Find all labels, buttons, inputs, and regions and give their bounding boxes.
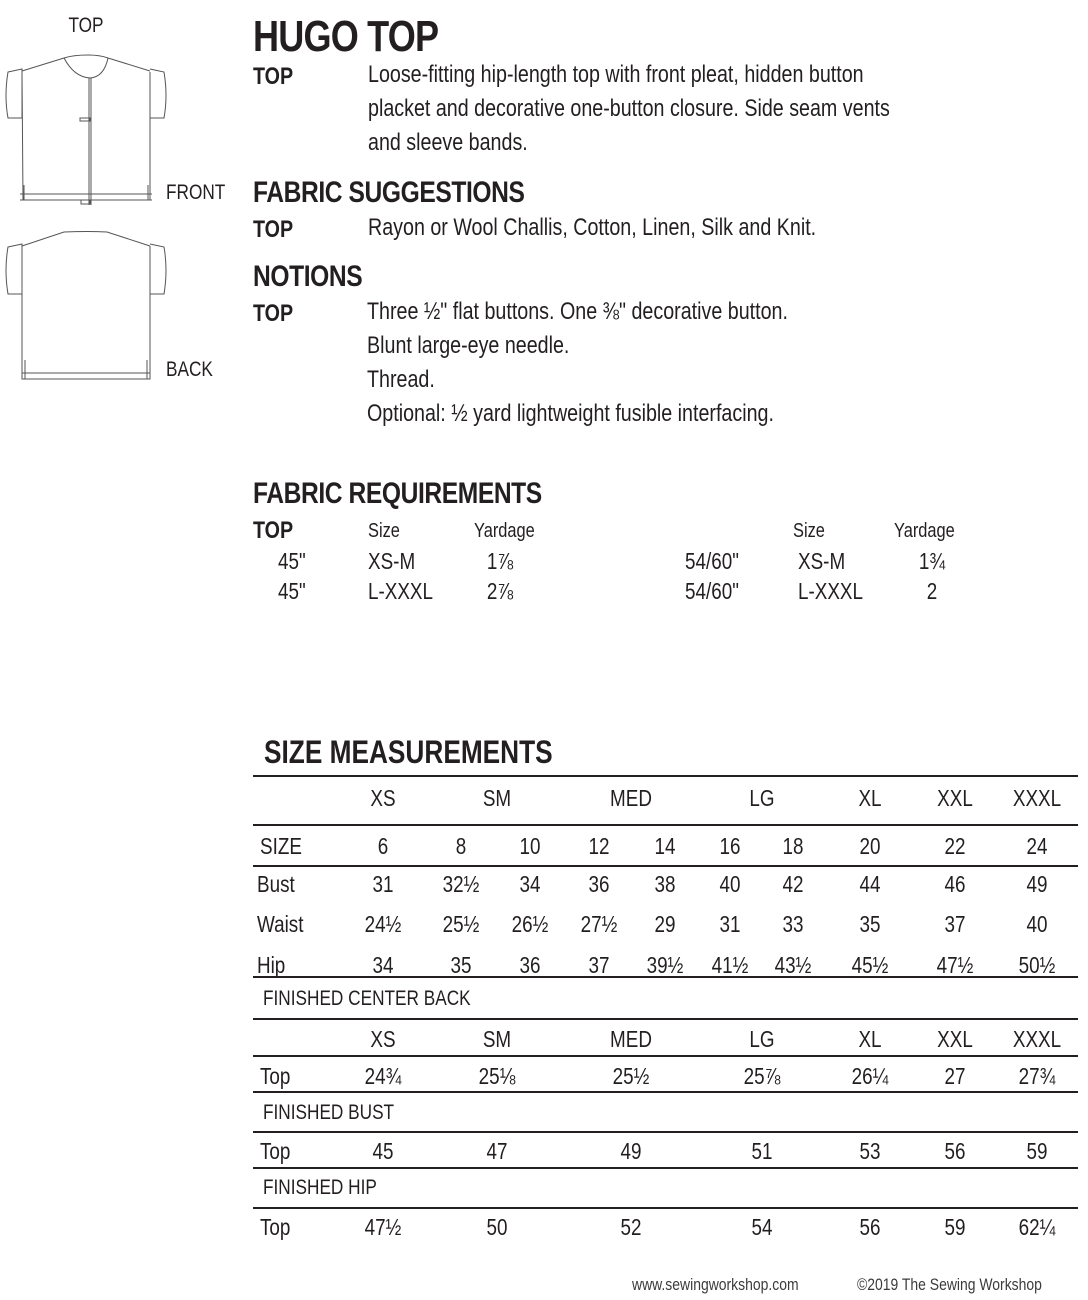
table-divider <box>253 1018 1078 1020</box>
page-title: HUGO TOP <box>253 12 439 61</box>
cell: 37 <box>588 952 610 978</box>
cell: 41½ <box>711 952 749 978</box>
table-divider <box>253 1055 1078 1057</box>
illustration-back-label: BACK <box>166 358 213 381</box>
size-group-header: XL <box>858 1026 882 1052</box>
cell: 33 <box>782 911 804 937</box>
size-measurements-heading: SIZE MEASUREMENTS <box>264 734 553 770</box>
table-divider <box>253 1207 1078 1209</box>
table-divider <box>253 824 1078 826</box>
cell: 24 <box>1026 833 1048 859</box>
cell: 8 <box>455 833 467 859</box>
cell: 12 <box>588 833 610 859</box>
cell: 45 <box>372 1138 394 1164</box>
size-group-header: XXL <box>937 785 973 811</box>
cell: 25⅞ <box>743 1063 781 1089</box>
cell: 16 <box>719 833 741 859</box>
row-label: Top <box>260 1138 291 1164</box>
notion-item: Three ½" flat buttons. One ⅜" decorative button. <box>367 298 788 325</box>
fabric-req-left-size: XS-M <box>368 548 416 574</box>
cell: 56 <box>859 1214 881 1240</box>
cell: 24¾ <box>364 1063 402 1089</box>
footer-website-link[interactable]: www.sewingworkshop.com <box>632 1275 799 1294</box>
cell: 47 <box>486 1138 508 1164</box>
cell: 59 <box>944 1214 966 1240</box>
fabric-req-left-yardage: 1⅞ <box>486 548 514 574</box>
description-line: placket and decorative one-button closure. Side seam vents <box>368 95 890 122</box>
back-garment-illustration <box>0 215 170 390</box>
cell: 49 <box>1026 871 1048 897</box>
table-divider <box>253 1167 1078 1169</box>
fabric-req-right-width: 54/60" <box>685 548 739 574</box>
size-group-header: XXXL <box>1012 1026 1062 1052</box>
cell: 50½ <box>1018 952 1056 978</box>
cell: 45½ <box>851 952 889 978</box>
description-text <box>368 58 890 160</box>
row-label: Top <box>260 1214 291 1240</box>
cell: 39½ <box>646 952 684 978</box>
finished-bust-heading: FINISHED BUST <box>263 1101 395 1124</box>
size-group-header: LG <box>749 785 775 811</box>
fabric-req-left-width: 45" <box>278 578 306 604</box>
cell: 40 <box>719 871 741 897</box>
cell: 24½ <box>364 911 402 937</box>
fabric-req-right-yardage-header: Yardage <box>894 520 955 542</box>
table-divider <box>253 775 1078 777</box>
fabric-req-right-yardage: 1¾ <box>918 548 946 574</box>
cell: 31 <box>372 871 394 897</box>
cell: 36 <box>519 952 541 978</box>
cell: 38 <box>654 871 676 897</box>
notion-item: Thread. <box>367 366 435 393</box>
cell: 59 <box>1026 1138 1048 1164</box>
fabric-requirements-heading: FABRIC REQUIREMENTS <box>253 477 542 510</box>
description-line: Loose-fitting hip-length top with front pleat, hidden button <box>368 61 864 88</box>
cell: 10 <box>519 833 541 859</box>
size-group-header: SM <box>482 1026 512 1052</box>
fabric-req-right-size: XS-M <box>798 548 846 574</box>
fabric-suggestions-text: Rayon or Wool Challis, Cotton, Linen, Silk and Knit. <box>368 214 817 241</box>
fabric-req-left-size: L-XXXL <box>368 578 433 604</box>
fabric-req-left-yardage-header: Yardage <box>474 520 535 542</box>
cell: 35 <box>859 911 881 937</box>
illustration-top-label: TOP <box>68 14 104 37</box>
cell: 34 <box>519 871 541 897</box>
table-divider <box>253 865 1078 867</box>
size-group-header: MED <box>610 1026 652 1052</box>
cell: 44 <box>859 871 881 897</box>
row-label: SIZE <box>260 833 302 859</box>
cell: 32½ <box>442 871 480 897</box>
cell: 53 <box>859 1138 881 1164</box>
fabric-req-right-width: 54/60" <box>685 578 739 604</box>
cell: 62¼ <box>1018 1214 1056 1240</box>
cell: 26½ <box>511 911 549 937</box>
notions-label: TOP <box>253 300 294 327</box>
cell: 46 <box>944 871 966 897</box>
cell: 54 <box>751 1214 773 1240</box>
cell: 22 <box>944 833 966 859</box>
cell: 42 <box>782 871 804 897</box>
illustration-front-label: FRONT <box>166 181 226 204</box>
cell: 47½ <box>936 952 974 978</box>
cell: 20 <box>859 833 881 859</box>
size-group-header: XS <box>370 1026 396 1052</box>
cell: 36 <box>588 871 610 897</box>
cell: 43½ <box>774 952 812 978</box>
fabric-req-left-width: 45" <box>278 548 306 574</box>
table-divider <box>253 1131 1078 1133</box>
cell: 14 <box>654 833 676 859</box>
size-group-header: XL <box>858 785 882 811</box>
notions-heading: NOTIONS <box>253 260 363 293</box>
size-group-header: MED <box>610 785 652 811</box>
cell: 25½ <box>612 1063 650 1089</box>
size-group-header: XS <box>370 785 396 811</box>
fabric-req-right-yardage: 2 <box>926 578 938 604</box>
cell: 18 <box>782 833 804 859</box>
cell: 37 <box>944 911 966 937</box>
size-group-header: XXXL <box>1012 785 1062 811</box>
front-garment-illustration <box>0 40 170 220</box>
size-group-header: SM <box>482 785 512 811</box>
cell: 47½ <box>364 1214 402 1240</box>
fabric-req-left-size-header: Size <box>368 520 400 542</box>
fabric-suggestions-label: TOP <box>253 216 294 243</box>
cell: 34 <box>372 952 394 978</box>
finished-center-back-heading: FINISHED CENTER BACK <box>263 987 471 1010</box>
cell: 31 <box>719 911 741 937</box>
fabric-suggestions-heading: FABRIC SUGGESTIONS <box>253 176 525 209</box>
size-group-header: LG <box>749 1026 775 1052</box>
notion-item: Optional: ½ yard lightweight fusible interfacing. <box>367 400 774 427</box>
fabric-req-left-yardage: 2⅞ <box>486 578 514 604</box>
table-divider <box>253 1091 1078 1093</box>
finished-hip-heading: FINISHED HIP <box>263 1176 377 1199</box>
cell: 50 <box>486 1214 508 1240</box>
fabric-req-right-size-header: Size <box>793 520 825 542</box>
cell: 25⅛ <box>478 1063 516 1089</box>
cell: 49 <box>620 1138 642 1164</box>
fabric-requirements-label: TOP <box>253 517 294 544</box>
cell: 35 <box>450 952 472 978</box>
row-label: Hip <box>257 952 286 978</box>
footer-copyright: ©2019 The Sewing Workshop <box>857 1275 1042 1294</box>
fabric-req-right-size: L-XXXL <box>798 578 863 604</box>
row-label: Top <box>260 1063 291 1089</box>
cell: 29 <box>654 911 676 937</box>
cell: 6 <box>377 833 389 859</box>
cell: 40 <box>1026 911 1048 937</box>
cell: 27 <box>944 1063 966 1089</box>
cell: 52 <box>620 1214 642 1240</box>
cell: 27½ <box>580 911 618 937</box>
description-line: and sleeve bands. <box>368 129 528 156</box>
cell: 25½ <box>442 911 480 937</box>
cell: 56 <box>944 1138 966 1164</box>
description-label: TOP <box>253 63 294 90</box>
cell: 27¾ <box>1018 1063 1056 1089</box>
cell: 26¼ <box>851 1063 889 1089</box>
row-label: Waist <box>257 911 304 937</box>
cell: 51 <box>751 1138 773 1164</box>
size-group-header: XXL <box>937 1026 973 1052</box>
notions-list <box>367 295 788 431</box>
row-label: Bust <box>257 871 295 897</box>
notion-item: Blunt large-eye needle. <box>367 332 570 359</box>
